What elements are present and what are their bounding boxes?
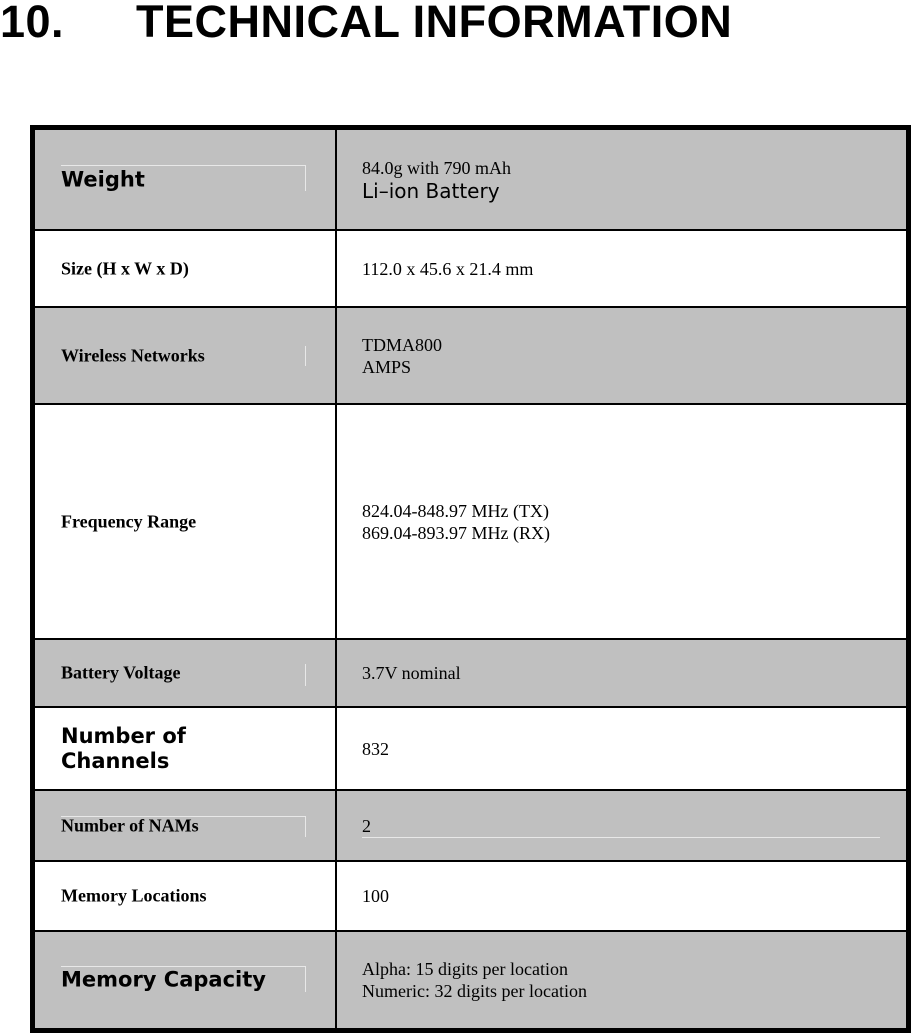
spec-value bbox=[362, 815, 371, 837]
spec-label: Memory Locations bbox=[61, 885, 207, 906]
spec-value-line: 2 bbox=[362, 815, 371, 836]
spec-value bbox=[362, 885, 389, 907]
spec-value bbox=[362, 157, 511, 203]
spec-label: Memory Capacity bbox=[61, 967, 266, 992]
spec-value-line: Li–ion Battery bbox=[362, 178, 500, 203]
spec-label: Size (H x W x D) bbox=[61, 258, 189, 279]
column-divider bbox=[335, 130, 337, 1028]
spec-value bbox=[362, 334, 442, 378]
technical-specs-table bbox=[30, 125, 911, 1033]
spec-label: Wireless Networks bbox=[61, 345, 205, 366]
spec-value bbox=[362, 738, 389, 760]
spec-label: Number of NAMs bbox=[61, 815, 199, 836]
spec-row-memory-locations bbox=[35, 862, 906, 932]
section-title: TECHNICAL INFORMATION bbox=[136, 0, 733, 47]
spec-row-battery-voltage bbox=[35, 640, 906, 708]
spec-value-line: TDMA800 bbox=[362, 334, 442, 355]
spec-value-line: Alpha: 15 digits per location bbox=[362, 959, 568, 979]
spec-value-line: Numeric: 32 digits per location bbox=[362, 981, 587, 1001]
spec-row-number-of-nams bbox=[35, 791, 906, 862]
spec-value-line: 3.7V nominal bbox=[362, 663, 461, 683]
spec-value-line: 869.04-893.97 MHz (RX) bbox=[362, 522, 550, 543]
spec-row-size bbox=[35, 231, 906, 308]
spec-label: Weight bbox=[61, 166, 145, 191]
section-number: 10. bbox=[0, 0, 65, 47]
spec-value bbox=[362, 258, 533, 280]
spec-value-line: 100 bbox=[362, 886, 389, 906]
spec-value-line: AMPS bbox=[362, 356, 412, 377]
spec-label: Frequency Range bbox=[61, 511, 197, 532]
spec-row-number-of-channels bbox=[35, 708, 906, 791]
spec-row-frequency-range bbox=[35, 405, 906, 640]
spec-row-weight bbox=[35, 130, 906, 231]
section-heading bbox=[0, 0, 732, 46]
spec-value-line: 84.0g with 790 mAh bbox=[362, 157, 512, 178]
spec-value bbox=[362, 500, 550, 544]
spec-value bbox=[362, 958, 587, 1002]
spec-row-memory-capacity bbox=[35, 932, 906, 1028]
spec-value-line: 824.04-848.97 MHz (TX) bbox=[362, 500, 549, 521]
spec-label: Number of Channels bbox=[61, 723, 186, 773]
spec-value-line: 112.0 x 45.6 x 21.4 mm bbox=[362, 258, 534, 279]
spec-label: Battery Voltage bbox=[61, 662, 181, 683]
spec-value-line: 832 bbox=[362, 738, 389, 759]
spec-value bbox=[362, 662, 461, 684]
spec-row-wireless-networks bbox=[35, 308, 906, 405]
